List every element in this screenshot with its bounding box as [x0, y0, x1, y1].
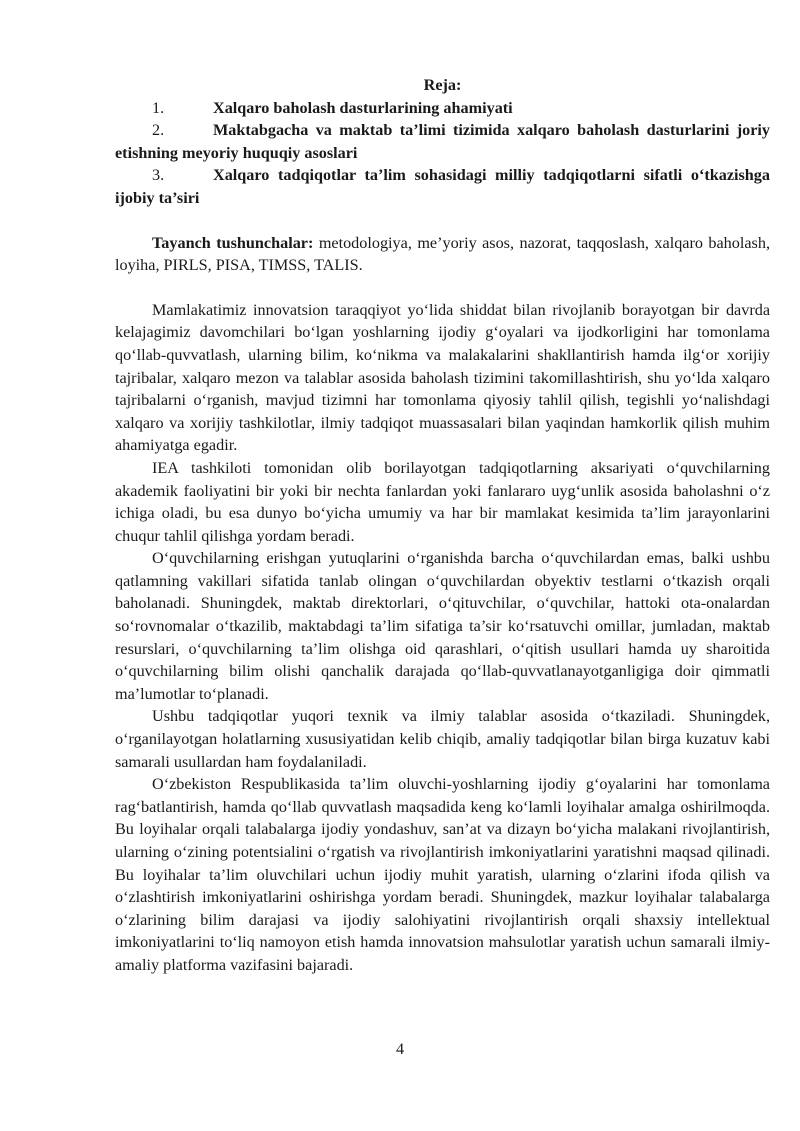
- document-page: [115, 74, 770, 977]
- plan-item-3: [115, 164, 770, 209]
- body-paragraph-1: Mamlakatimiz innovatsion taraqqiyot yo‘lida shiddat bilan rivojlanib borayotgan bir davrda kelajagimiz davomchilari bo‘lgan yoshlarning ijodiy g‘oyalari va ijodkorligini har tomonlama qo‘llab-quvvatlash, ularning bilim, ko‘nikma va malakalarini shakllantirish hamda ilg‘or xorijiy tajribalar, xalqaro mezon va talablar asosida baholash tizimini takomillashtirish, shu yo‘lda xalqaro tajribalarni o‘rganish, mavjud tizimni har tomonlama qiyosiy tahlil qilish, tegishli yo‘nalishdagi xalqaro va xorijiy tashkilotlar, ilmiy tadqiqot muassasalari bilan yaqindan hamkorlik qilish muhim ahamiyatga egadir.: [115, 300, 770, 455]
- plan-item-text: Maktabgacha va maktab ta’limi tizimida xalqaro baholash dasturlarini joriy etishning meyoriy huquqiy asoslari: [115, 121, 770, 162]
- body-paragraph-2: IEA tashkiloti tomonidan olib borilayotgan tadqiqotlarning aksariyati o‘quvchilarning akademik faoliyatini bir yoki bir nechta fanlardan yoki fanlararo uyg‘unlik asosida baholashni o‘z ichiga oladi, bu esa dunyo bo‘yicha umumiy va har bir mamlakat kesimida ta’lim jarayonlarini chuqur tahlil qilishga yordam beradi.: [115, 458, 770, 545]
- body-paragraph-4: Ushbu tadqiqotlar yuqori texnik va ilmiy talablar asosida o‘tkaziladi. Shuningdek, o‘rganilayotgan holatlarning xususiyatidan kelib chiqib, amaliy tadqiqotlar bilan birga kuzatuv kabi samarali usullardan ham foydalaniladi.: [115, 707, 770, 771]
- plan-item-text: Xalqaro baholash dasturlarining ahamiyati: [213, 98, 513, 117]
- plan-item-text: Xalqaro tadqiqotlar ta’lim sohasidagi milliy tadqiqotlarni sifatli o‘tkazishga ijobiy ta’siri: [115, 166, 770, 207]
- plan-item-1: [115, 97, 770, 120]
- keywords-paragraph: [115, 232, 770, 277]
- body-paragraph-3: O‘quvchilarning erishgan yutuqlarini o‘rganishda barcha o‘quvchilardan emas, balki ushbu qatlamning vakillari sifatida tanlab olingan o‘quvchilardan obyektiv testlarni o‘tkazish orqali baholanadi. Shuningdek, maktab direktorlari, o‘qituvchilar, o‘quvchilar, hattoki ota-onalardan so‘rovnomalar o‘tkazilib, maktabdagi ta’lim sifatiga ta’sir ko‘rsatuvchi omillar, jumladan, maktab resurslari, o‘quvchilarning ta’lim olishga oid qarashlari, o‘qitish usullari hamda uy sharoitida o‘quvchilarning bilim olishi qanchalik darajada qo‘llab-quvvatlanayotganligiga doir qimmatli ma’lumotlar to‘planadi.: [115, 549, 770, 703]
- plan-title: Reja:: [423, 76, 462, 94]
- plan-item-number: 2.: [152, 121, 165, 140]
- page-number: 4: [395, 1040, 405, 1058]
- keywords-text: metodologiya, me’yoriy asos, nazorat, taqqoslash, xalqaro baholash, loyiha, PIRLS, PISA, TIMSS, TALIS.: [115, 233, 770, 275]
- plan-item-number: 1.: [152, 98, 165, 117]
- plan-item-number: 3.: [152, 166, 165, 185]
- body-paragraph-5: O‘zbekiston Respublikasida ta’lim oluvchi-yoshlarning ijodiy g‘oyalarini har tomonlama rag‘batlantirish, hamda qo‘llab quvvatlash maqsadida keng ko‘lamli loyihalar amalga oshirilmoqda. Bu loyihalar orqali talabalarga ijodiy yondashuv, san’at va dizayn bo‘yicha malakani rivojlantirish, ularning o‘zining potentsialini o‘rgatish va rivojlantirish imkoniyatlarini yaratishni maqsad qilinadi. Bu loyihalar ta’lim oluvchilari uchun ijodiy muhit yaratish, ularning o‘zlarini ifoda qilish va o‘zlashtirish imkoniyatlarini oshirishga yordam beradi. Shuningdek, mazkur loyihalar talabalarga o‘zlarining bilim darajasi va ijodiy salohiyatini rivojlantirish orqali shaxsiy intellektual imkoniyatlarini to‘liq namoyon etish hamda innovatsion mahsulotlar yaratish uchun samarali ilmiy-amaliy platforma vazifasini bajaradi.: [115, 775, 770, 974]
- keywords-label: Tayanch tushunchalar:: [152, 233, 314, 252]
- plan-item-2: [115, 119, 770, 164]
